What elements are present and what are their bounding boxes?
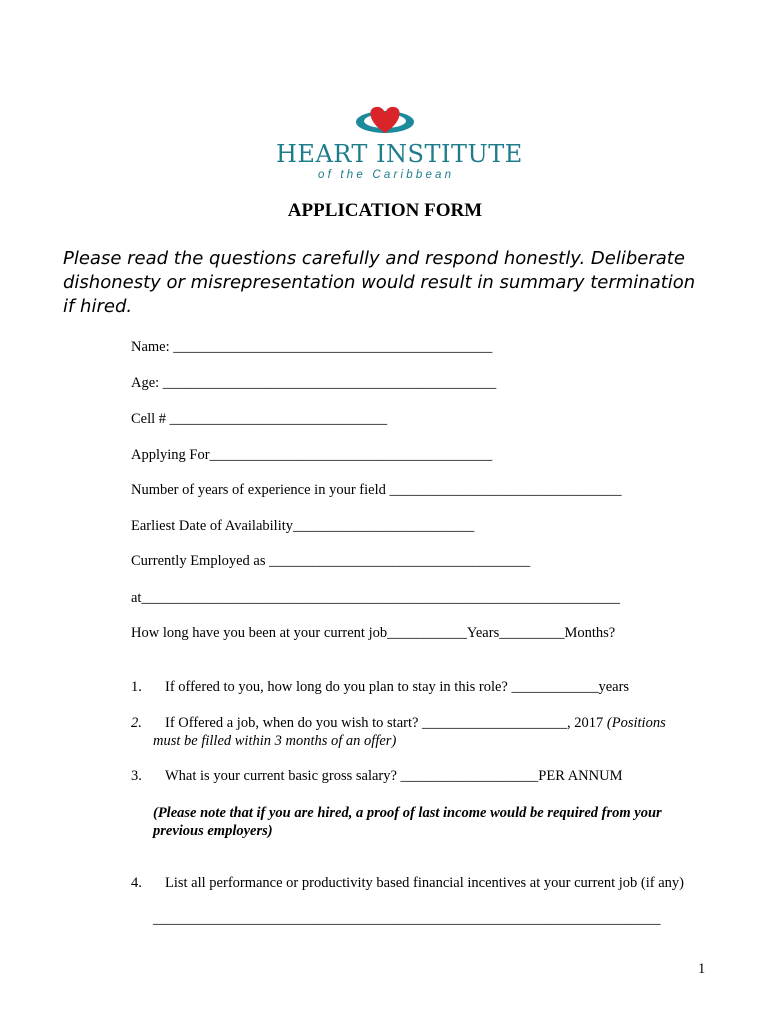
question-number: 1.	[131, 679, 142, 695]
incentives-answer-line[interactable]: ______________________________________________________________________	[153, 911, 661, 927]
applying-for-field[interactable]: Applying For_______________________________________	[131, 447, 493, 463]
employer-field[interactable]: at__________________________________________________________________	[131, 590, 620, 606]
tenure-field[interactable]: How long have you been at your current job___________Years_________Months?	[131, 625, 616, 641]
question-number: 2.	[131, 715, 142, 731]
experience-field[interactable]: Number of years of experience in your field ________________________________	[131, 482, 622, 498]
question-start-date[interactable]	[165, 715, 666, 732]
logo-org-name: HEART INSTITUTE	[276, 140, 523, 168]
intro-instructions: Please read the questions carefully and respond honestly. Deliberate dishonesty or misrepresentation would result in summary termination if hired.	[63, 248, 696, 317]
logo-org-subtitle: of the Caribbean	[318, 169, 455, 181]
question-text: If Offered a job, when do you wish to start? ____________________, 2017	[165, 715, 607, 731]
question-note-continued: must be filled within 3 months of an offer)	[153, 733, 397, 749]
question-incentives: List all performance or productivity based financial incentives at your current job (if any)	[165, 875, 684, 891]
form-title: APPLICATION FORM	[287, 200, 483, 221]
availability-field[interactable]: Earliest Date of Availability_________________________	[131, 518, 475, 534]
cell-field[interactable]: Cell # ______________________________	[131, 411, 388, 427]
question-number: 3.	[131, 768, 142, 784]
income-proof-note: (Please note that if you are hired, a proof of last income would be required from your previous employers)	[153, 805, 662, 839]
question-number: 4.	[131, 875, 142, 891]
question-salary[interactable]: What is your current basic gross salary? ___________________PER ANNUM	[165, 768, 623, 784]
employed-as-field[interactable]: Currently Employed as ____________________________________	[131, 553, 531, 569]
question-stay-duration[interactable]: If offered to you, how long do you plan to stay in this role? ____________years	[165, 679, 630, 695]
page-number: 1	[698, 961, 706, 977]
name-field[interactable]: Name: ____________________________________________	[131, 339, 493, 355]
question-note: (Positions	[606, 715, 666, 731]
age-field[interactable]: Age: ______________________________________________	[131, 375, 497, 391]
